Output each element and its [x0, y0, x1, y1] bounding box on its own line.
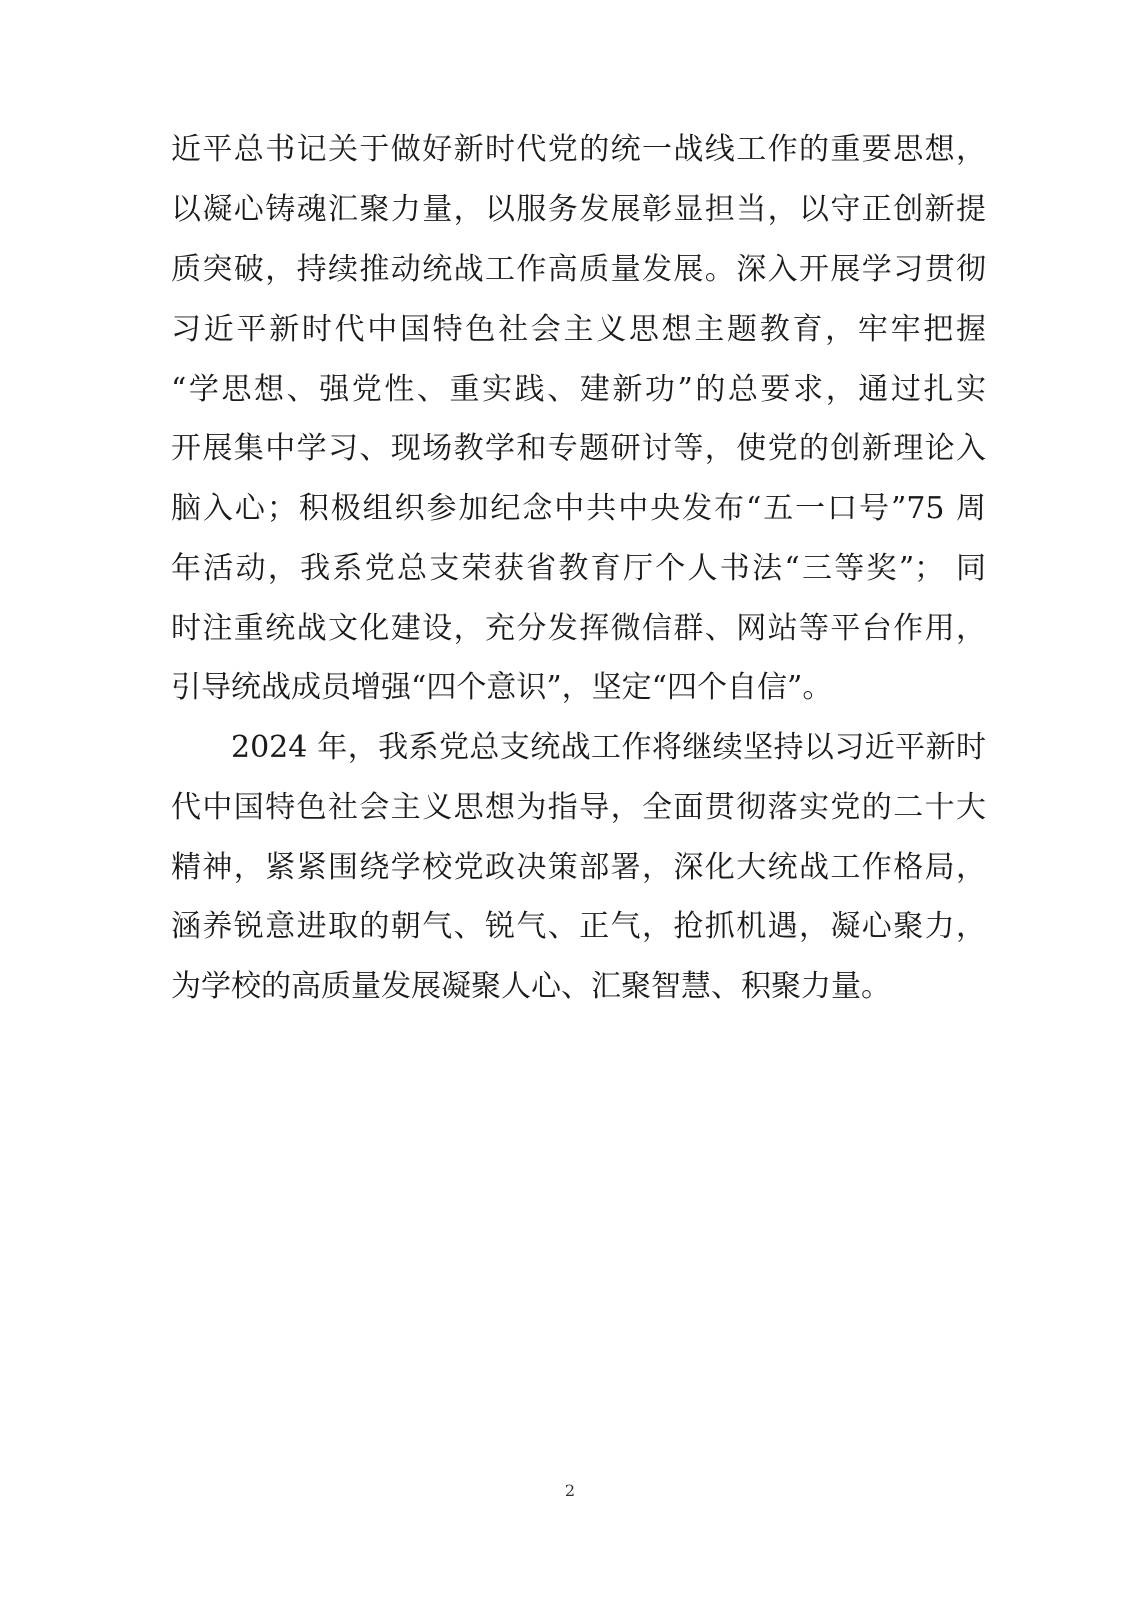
paragraph-line: 时注重统战文化建设，充分发挥微信群、网站等平台作用， [171, 611, 986, 646]
paragraph-line: 年活动，我系党总支荣获省教育厅个人书法“三等奖”； 同 [171, 551, 986, 586]
paragraph-line: “学思想、强党性、重实践、建新功”的总要求，通过扎实 [171, 372, 986, 407]
paragraph-line: 涵养锐意进取的朝气、锐气、正气，抢抓机遇，凝心聚力， [171, 909, 986, 944]
paragraph-line: 精神，紧紧围绕学校党政决策部署，深化大统战工作格局， [171, 850, 986, 885]
paragraph-line: 2024 年，我系党总支统战工作将继续坚持以习近平新时 [231, 730, 986, 765]
paragraph-line: 习近平新时代中国特色社会主义思想主题教育，牢牢把握 [171, 312, 986, 347]
paragraph-line: 代中国特色社会主义思想为指导，全面贯彻落实党的二十大 [171, 790, 986, 825]
paragraph-line: 质突破，持续推动统战工作高质量发展。深入开展学习贯彻 [171, 252, 986, 287]
paragraph-line: 脑入心；积极组织参加纪念中共中央发布“五一口号”75 周 [171, 491, 986, 526]
paragraph-line: 近平总书记关于做好新时代党的统一战线工作的重要思想， [171, 132, 986, 167]
page-number: 2 [564, 1481, 576, 1500]
paragraph-line: 开展集中学习、现场教学和专题研讨等，使党的创新理论入 [171, 431, 986, 466]
paragraph-line: 以凝心铸魂汇聚力量，以服务发展彰显担当，以守正创新提 [171, 192, 986, 227]
paragraph-line: 引导统战成员增强“四个意识”，坚定“四个自信”。 [171, 670, 833, 705]
paragraph-line: 为学校的高质量发展凝聚人心、汇聚智慧、积聚力量。 [171, 969, 891, 1004]
